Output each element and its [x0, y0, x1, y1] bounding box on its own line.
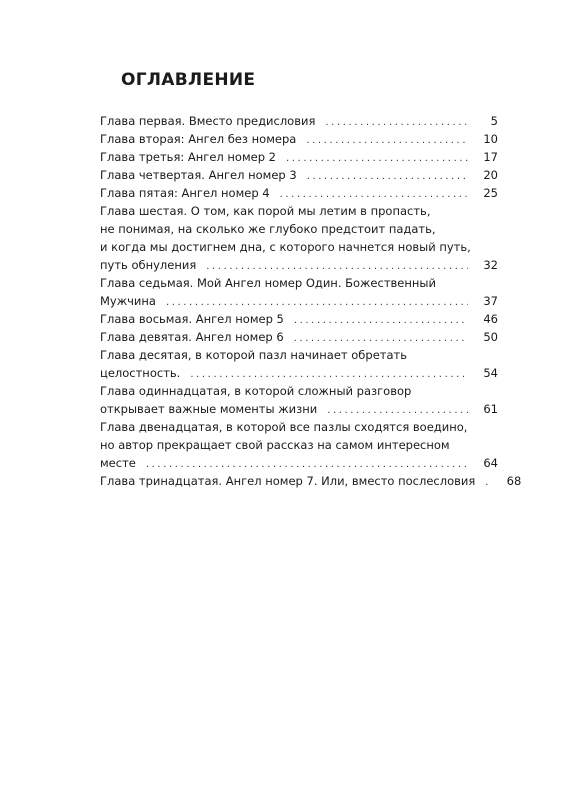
toc-entry-line: месте — [100, 456, 136, 470]
page-number: 5 — [490, 114, 498, 128]
toc-entry — [100, 130, 498, 148]
page-number: 25 — [483, 186, 498, 200]
toc-entry — [100, 184, 498, 202]
toc-entry-line: Глава тринадцатая. Ангел номер 7. Или, вместо послесловия — [100, 474, 476, 488]
toc-entry-line: Глава вторая: Ангел без номера — [100, 132, 297, 146]
toc-entry-row — [100, 454, 498, 472]
toc-entry-line: и когда мы достигнем дна, с которого начнется новый путь, — [100, 240, 471, 254]
toc-entry-row — [100, 364, 498, 382]
toc-entry — [100, 310, 498, 328]
toc-entry-line: путь обнуления — [100, 258, 197, 272]
toc-entry-line: но автор прекращает свой рассказ на самом интересном — [100, 438, 450, 452]
toc-entry-row — [100, 148, 498, 166]
page-number: 10 — [483, 132, 498, 146]
toc-entry-row — [100, 256, 498, 274]
toc-entry-row — [100, 328, 498, 346]
page-number: 61 — [483, 402, 498, 416]
toc-entry-line: целостность. — [100, 366, 181, 380]
toc-entry-row — [100, 472, 522, 490]
toc-entry-line: Глава первая. Вместо предисловия — [100, 114, 316, 128]
page-number: 46 — [483, 312, 498, 326]
dot-leader — [485, 474, 491, 492]
toc-entry-line: Глава третья: Ангел номер 2 — [100, 150, 276, 164]
toc-entry-line: Глава четвертая. Ангел номер 3 — [100, 168, 297, 182]
page-number: 68 — [506, 474, 522, 488]
toc-entry — [100, 382, 498, 418]
page-title: ОГЛАВЛЕНИЕ — [121, 70, 256, 90]
toc-entry-line: не понимая, на сколько же глубоко предстоит падать, — [100, 222, 436, 236]
toc-entry-line: Глава пятая: Ангел номер 4 — [100, 186, 270, 200]
toc-entry-line: открывает важные моменты жизни — [100, 402, 318, 416]
toc-entry — [100, 274, 498, 310]
toc-entry — [100, 328, 498, 346]
toc-entry-line: Глава двенадцатая, в которой все пазлы сходятся воедино, — [100, 420, 468, 434]
toc-entry — [100, 148, 498, 166]
toc-entry — [100, 202, 498, 274]
toc-entry-line: Мужчина — [100, 294, 156, 308]
page-number: 37 — [483, 294, 498, 308]
page-number: 32 — [483, 258, 498, 272]
page-number: 54 — [483, 366, 498, 380]
toc-entry-row — [100, 112, 498, 130]
toc-entry — [100, 418, 498, 472]
toc-entry-line: Глава десятая, в которой пазл начинает обретать — [100, 348, 407, 362]
toc-entry-row — [100, 400, 498, 418]
page-number: 64 — [483, 456, 498, 470]
toc-entry-line: Глава одиннадцатая, в которой сложный разговор — [100, 384, 412, 398]
toc-entry — [100, 112, 498, 130]
toc-entry-line: Глава седьмая. Мой Ангел номер Один. Божественный — [100, 276, 436, 290]
toc-entry-line: Глава восьмая. Ангел номер 5 — [100, 312, 284, 326]
page-number: 17 — [483, 150, 498, 164]
toc-entry-row — [100, 130, 498, 148]
page-number: 50 — [483, 330, 498, 344]
toc-entry — [100, 472, 522, 490]
toc-entry-row — [100, 166, 498, 184]
toc-entry-row — [100, 292, 498, 310]
toc-entry-row — [100, 310, 498, 328]
toc-entry — [100, 166, 498, 184]
toc-entry-line: Глава девятая. Ангел номер 6 — [100, 330, 284, 344]
toc-list — [100, 112, 522, 490]
toc-entry-line: Глава шестая. О том, как порой мы летим в пропасть, — [100, 204, 431, 218]
toc-entry — [100, 346, 498, 382]
toc-entry-row — [100, 184, 498, 202]
page-number: 20 — [483, 168, 498, 182]
